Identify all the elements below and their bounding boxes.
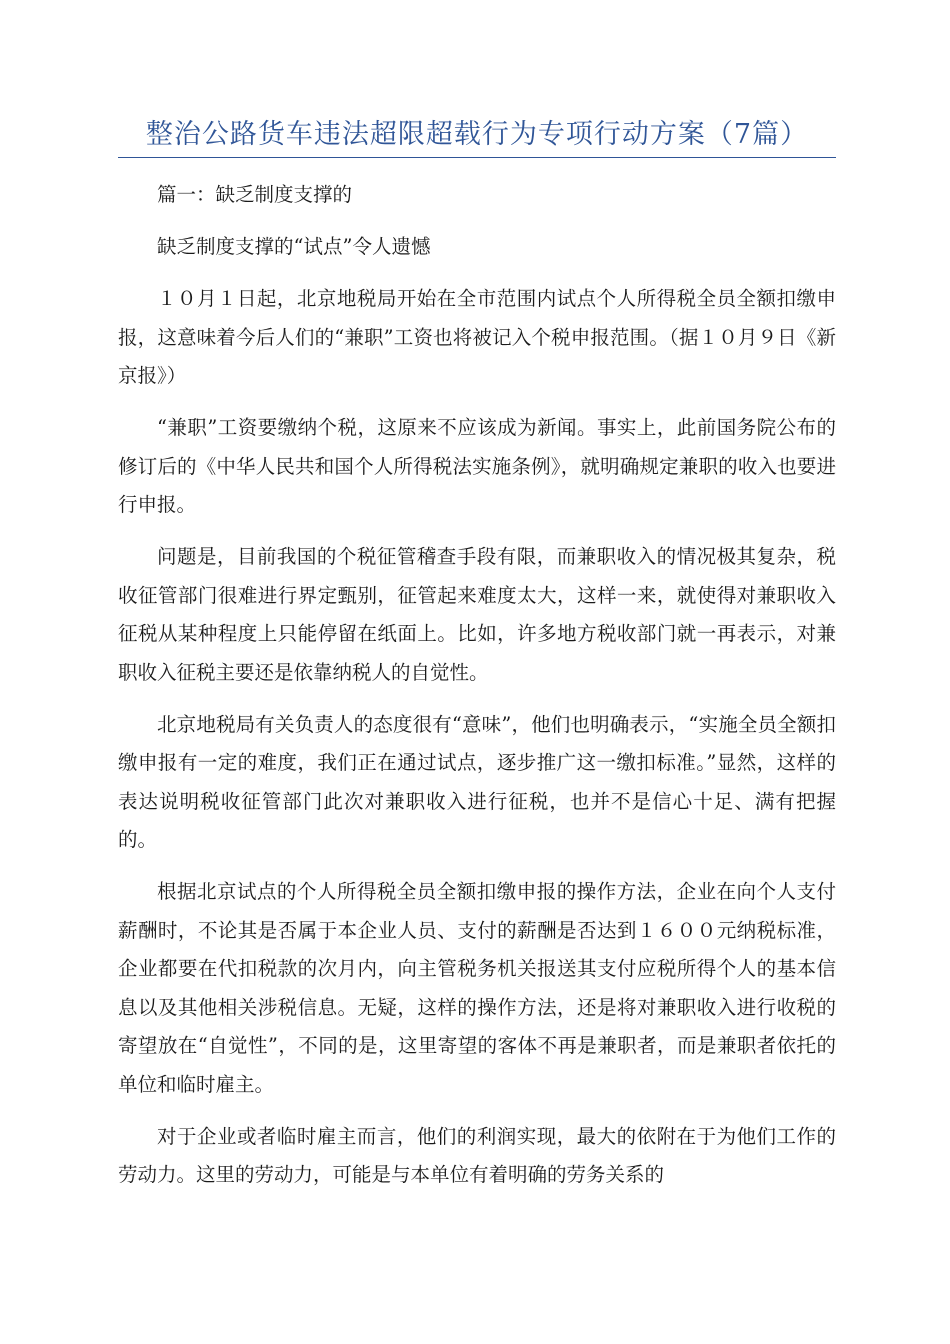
article-title: 缺乏制度支撑的“试点”令人遗憾 [157, 235, 431, 258]
paragraph: １０月１日起，北京地税局开始在全市范围内试点个人所得税全员全额扣缴申报，这意味着今后人们的“兼职”工资也将被记入个税申报范围。（据１０月９日《新京报》） [118, 287, 836, 387]
paragraph: 问题是，目前我国的个税征管稽查手段有限，而兼职收入的情况极其复杂，税收征管部门很难进行界定甄别，征管起来难度太大，这样一来，就使得对兼职收入征税从某种程度上只能停留在纸面上。比如，许多地方税收部门就一再表示，对兼职收入征税主要还是依靠纳税人的自觉性。 [118, 545, 836, 684]
paragraph: “兼职”工资要缴纳个税，这原来不应该成为新闻。事实上，此前国务院公布的修订后的《中华人民共和国个人所得税法实施条例》，就明确规定兼职的收入也要进行申报。 [118, 416, 836, 516]
paragraph: 对于企业或者临时雇主而言，他们的利润实现，最大的依附在于为他们工作的劳动力。这里的劳动力，可能是与本单位有着明确的劳务关系的 [118, 1124, 836, 1186]
paragraph: 根据北京试点的个人所得税全员全额扣缴申报的操作方法，企业在向个人支付薪酬时，不论其是否属于本企业人员、支付的薪酬是否达到１６００元纳税标准，企业都要在代扣税款的次月内，向主管税务机关报送其支付应税所得个人的基本信息以及其他相关涉税信息。无疑，这样的操作方法，还是将对兼职收入进行收税的寄望放在“自觉性”，不同的是，这里寄望的客体不再是兼职者，而是兼职者依托的单位和临时雇主。 [118, 880, 836, 1096]
section-heading: 篇一：缺乏制度支撑的 [157, 183, 353, 206]
document-body [118, 176, 836, 1208]
paragraph: 北京地税局有关负责人的态度很有“意味”，他们也明确表示，“实施全员全额扣缴申报有一定的难度，我们正在通过试点，逐步推广这一缴扣标准。”显然，这样的表达说明税收征管部门此次对兼职收入进行征税，也并不是信心十足、满有把握的。 [118, 712, 836, 851]
document-title: 整治公路货车违法超限超载行为专项行动方案（7篇） [118, 112, 836, 158]
